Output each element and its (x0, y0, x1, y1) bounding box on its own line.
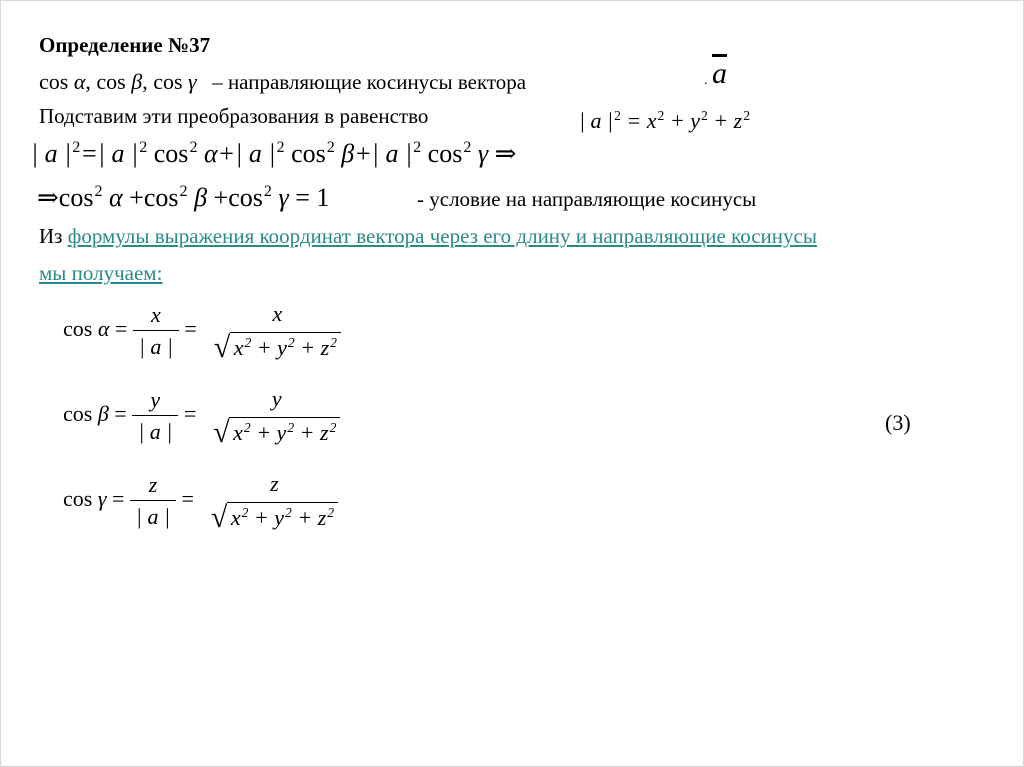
definition-heading: Определение №37 (39, 33, 211, 57)
fraction-y-over-sqrt: y √ $x^2 + y^2 + z^2$ (202, 386, 352, 446)
fraction-x-over-sqrt: x √ $x^2 + y^2 + z^2$ (202, 301, 352, 361)
fraction-z-over-sqrt: z √ $x^2 + y^2 + z^2$ (199, 471, 349, 531)
fraction-y-over-a: $\frac{y}{| a |}$ (132, 387, 178, 445)
formula-cos-beta: cos β = $\frac{y}{| a |}$ = y √ $x^2 + y^2 + z^2$ (63, 386, 352, 446)
modulus-formula: | a $|^2 = x^2 + y^2 + z^2$ (579, 107, 751, 133)
formula-link-continued[interactable]: мы получаем: (39, 261, 163, 285)
substituted-equation: | a $|^2=|$ a $|^2$ $\cos^2 \alpha+|$ a $|^2$ $\cos^2 \beta+|$ a $|^2$ $\cos^2 \gamma$ ⇒ (31, 139, 517, 168)
cos-alpha: cos α (39, 69, 86, 94)
cosines-condition: $\Rightarrow\cos^2$ $\alpha +\cos^2$ $\beta +\cos^2$ γ = 1 (37, 183, 330, 212)
dot: . (704, 73, 708, 88)
cos-beta: cos β (96, 69, 143, 94)
condition-text: - условие на направляющие косинусы (417, 187, 757, 211)
equation-number: (3) (885, 410, 911, 435)
fraction-z-over-a: $\frac{z}{| a |}$ (130, 472, 176, 530)
formula-link[interactable]: формулы выражения координат вектора через его длину и направляющие косинусы (67, 224, 817, 248)
vector-a: $\overline{a}$ (712, 57, 727, 90)
formula-reference: Из формулы выражения координат вектора через его длину и направляющие косинусы (39, 224, 817, 248)
formula-reference-cont (39, 261, 162, 286)
cos-gamma: cos γ (153, 69, 197, 94)
direction-cosines-line: cos α, cos β, cos γ – направляющие косинусы вектора (39, 69, 527, 94)
substitution-text: Подставим эти преобразования в равенство (39, 104, 429, 128)
formula-cos-alpha: cos α = $\frac{x}{| a |}$ = x √ $x^2 + y^2 + z^2$ (63, 301, 352, 361)
fraction-x-over-a: $\frac{x}{| a |}$ (133, 302, 179, 360)
direction-cosines-text: – направляющие косинусы вектора (212, 70, 527, 94)
formula-cos-gamma: cos γ = $\frac{z}{| a |}$ = z √ $x^2 + y^2 + z^2$ (63, 471, 349, 531)
